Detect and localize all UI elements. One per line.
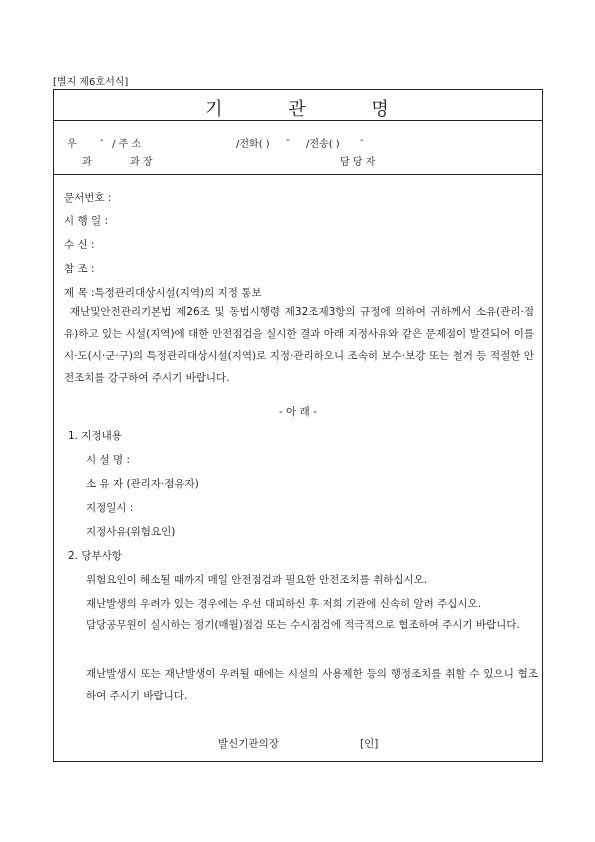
- facility-name-label: 시 설 명 :: [86, 454, 130, 466]
- notice-item: 위험요인이 해소될 때까지 매일 안전점검과 필요한 안전조치를 취하십시오.: [86, 574, 428, 586]
- title-char: 기: [205, 99, 225, 120]
- subject-label: 제 목 :: [64, 287, 95, 299]
- owner-label: 소 유 자 (관리자·점유자): [86, 478, 199, 490]
- body-paragraph: 재난및안전관리기본법 제26조 및 동법시행령 제32조제3항의 규정에 의하여 귀하께서 소유(관리·점유)하고 있는 시설(지역)에 대한 안전점검을 실시한 결과 아래 지정사유와 같은 문제점이 발견되어 이를 시·도(시·군·구)의 특정관리대상시설(지역)로 지정·관리하오니 조속히 보수·보강 또는 철거 등 적절한 안전조치를 강구하여 주시기 바랍니다.: [64, 306, 534, 384]
- title-char: 관: [288, 99, 308, 120]
- manager-label: 과 장: [130, 157, 153, 168]
- doc-number-label: 문서번호 :: [64, 192, 112, 204]
- postal-label: 우: [67, 139, 77, 150]
- section2-heading: 2. 당부사항: [68, 550, 122, 562]
- document-frame: [53, 89, 543, 762]
- phone-separator: -: [286, 135, 290, 146]
- agency-title: [54, 95, 542, 121]
- department-label: 과: [82, 157, 92, 168]
- staff-label: 담 당 자: [340, 157, 376, 168]
- designation-reason-label: 지정사유(위험요인): [86, 526, 176, 538]
- subject-line: [64, 285, 262, 300]
- reference-label: 참 조 :: [64, 263, 95, 275]
- address-label: / 주 소: [112, 139, 142, 150]
- subject-value: 특정관리대상시설(지역)의 지정 통보: [94, 287, 262, 299]
- fax-separator: -: [360, 135, 364, 146]
- fax-label: /전송( ): [306, 139, 340, 150]
- seal-mark: [인]: [360, 738, 379, 750]
- issuer-name: 발신기관의장: [218, 738, 279, 750]
- title-row: [54, 90, 542, 121]
- recipient-label: 수 신 :: [64, 239, 95, 251]
- notice-item: 담당공무원이 실시하는 정기(매월)점검 또는 수시점검에 적극적으로 협조하여 주시기 바랍니다.: [86, 619, 520, 631]
- notice-item: 재난발생시 또는 재난발생이 우려될 때에는 시설의 사용제한 등의 행정조치를 취할 수 있으니 협조하여 주시기 바랍니다.: [86, 668, 538, 702]
- postal-separator: -: [100, 135, 104, 146]
- section1-heading: 1. 지정내용: [68, 430, 122, 442]
- notice-item: 재난발생의 우려가 있는 경우에는 우선 대피하신 후 저희 기관에 신속히 알려 주십시오.: [86, 598, 482, 610]
- below-heading: - 아 래 -: [279, 406, 317, 418]
- form-number: [별지 제6호서식]: [53, 77, 129, 88]
- title-char: 명: [371, 99, 391, 120]
- header-divider: [54, 174, 542, 175]
- issue-date-label: 시 행 일 :: [64, 215, 108, 227]
- designation-date-label: 지정일시 :: [86, 502, 134, 514]
- phone-label: /전화( ): [236, 139, 270, 150]
